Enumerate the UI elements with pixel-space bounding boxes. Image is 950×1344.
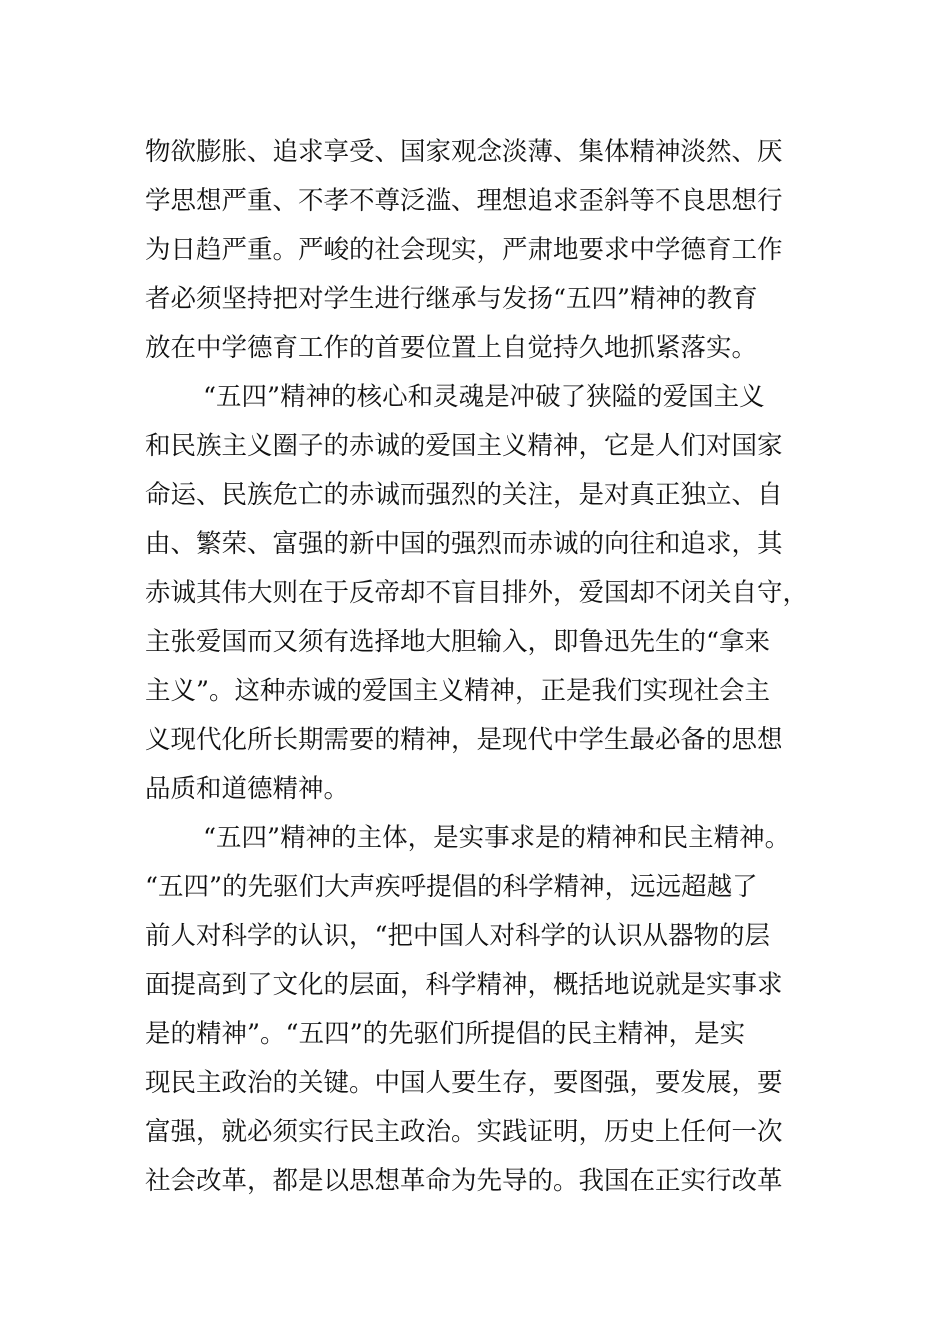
text-line: 学思想严重、不孝不尊泛滥、理想追求歪斜等不良思想行 (145, 186, 783, 216)
text-line: 由、繁荣、富强的新中国的强烈而赤诚的向往和追求，其 (145, 529, 783, 559)
text-line: 物欲膨胀、追求享受、国家观念淡薄、集体精神淡然、厌 (145, 137, 783, 167)
text-line: “五四”的先驱们大声疾呼提倡的科学精神，远远超越了 (145, 872, 758, 902)
document-body (145, 128, 809, 1206)
text-line: 现民主政治的关键。中国人要生存，要图强，要发展，要 (145, 1068, 783, 1098)
text-line-indented: “五四”精神的核心和灵魂是冲破了狭隘的爱国主义 (203, 382, 765, 412)
text-line: 是的精神”。“五四”的先驱们所提倡的民主精神，是实 (145, 1019, 746, 1049)
text-line: 品质和道德精神。 (145, 774, 350, 804)
text-line: 主张爱国而又须有选择地大胆输入，即鲁迅先生的“拿来 (145, 627, 771, 657)
paragraph-3 (145, 814, 805, 1206)
text-line: 富强，就必须实行民主政治。实践证明，历史上任何一次 (145, 1117, 783, 1147)
text-line: 社会改革，都是以思想革命为先导的。我国在正实行改革 (145, 1166, 783, 1196)
text-line: 主义”。这种赤诚的爱国主义精神，正是我们实现社会主 (145, 676, 771, 706)
text-line: 面提高到了文化的层面，科学精神，概括地说就是实事求 (145, 970, 783, 1000)
text-line: 和民族主义圈子的赤诚的爱国主义精神，它是人们对国家 (145, 431, 783, 461)
text-line: 赤诚其伟大则在于反帝却不盲目排外，爱国却不闭关自守， (145, 578, 809, 608)
text-line: 命运、民族危亡的赤诚而强烈的关注，是对真正独立、自 (145, 480, 783, 510)
text-line: 前人对科学的认识，“把中国人对科学的认识从器物的层 (145, 921, 771, 951)
paragraph-1 (145, 128, 805, 373)
text-line: 者必须坚持把对学生进行继承与发扬“五四”精神的教育 (145, 284, 758, 314)
text-line: 为日趋严重。严峻的社会现实，严肃地要求中学德育工作 (145, 235, 783, 265)
paragraph-2 (145, 373, 809, 814)
text-line-indented: “五四”精神的主体，是实事求是的精神和民主精神。 (203, 823, 791, 853)
text-line: 放在中学德育工作的首要位置上自觉持久地抓紧落实。 (145, 333, 758, 363)
text-line: 义现代化所长期需要的精神，是现代中学生最必备的思想 (145, 725, 783, 755)
